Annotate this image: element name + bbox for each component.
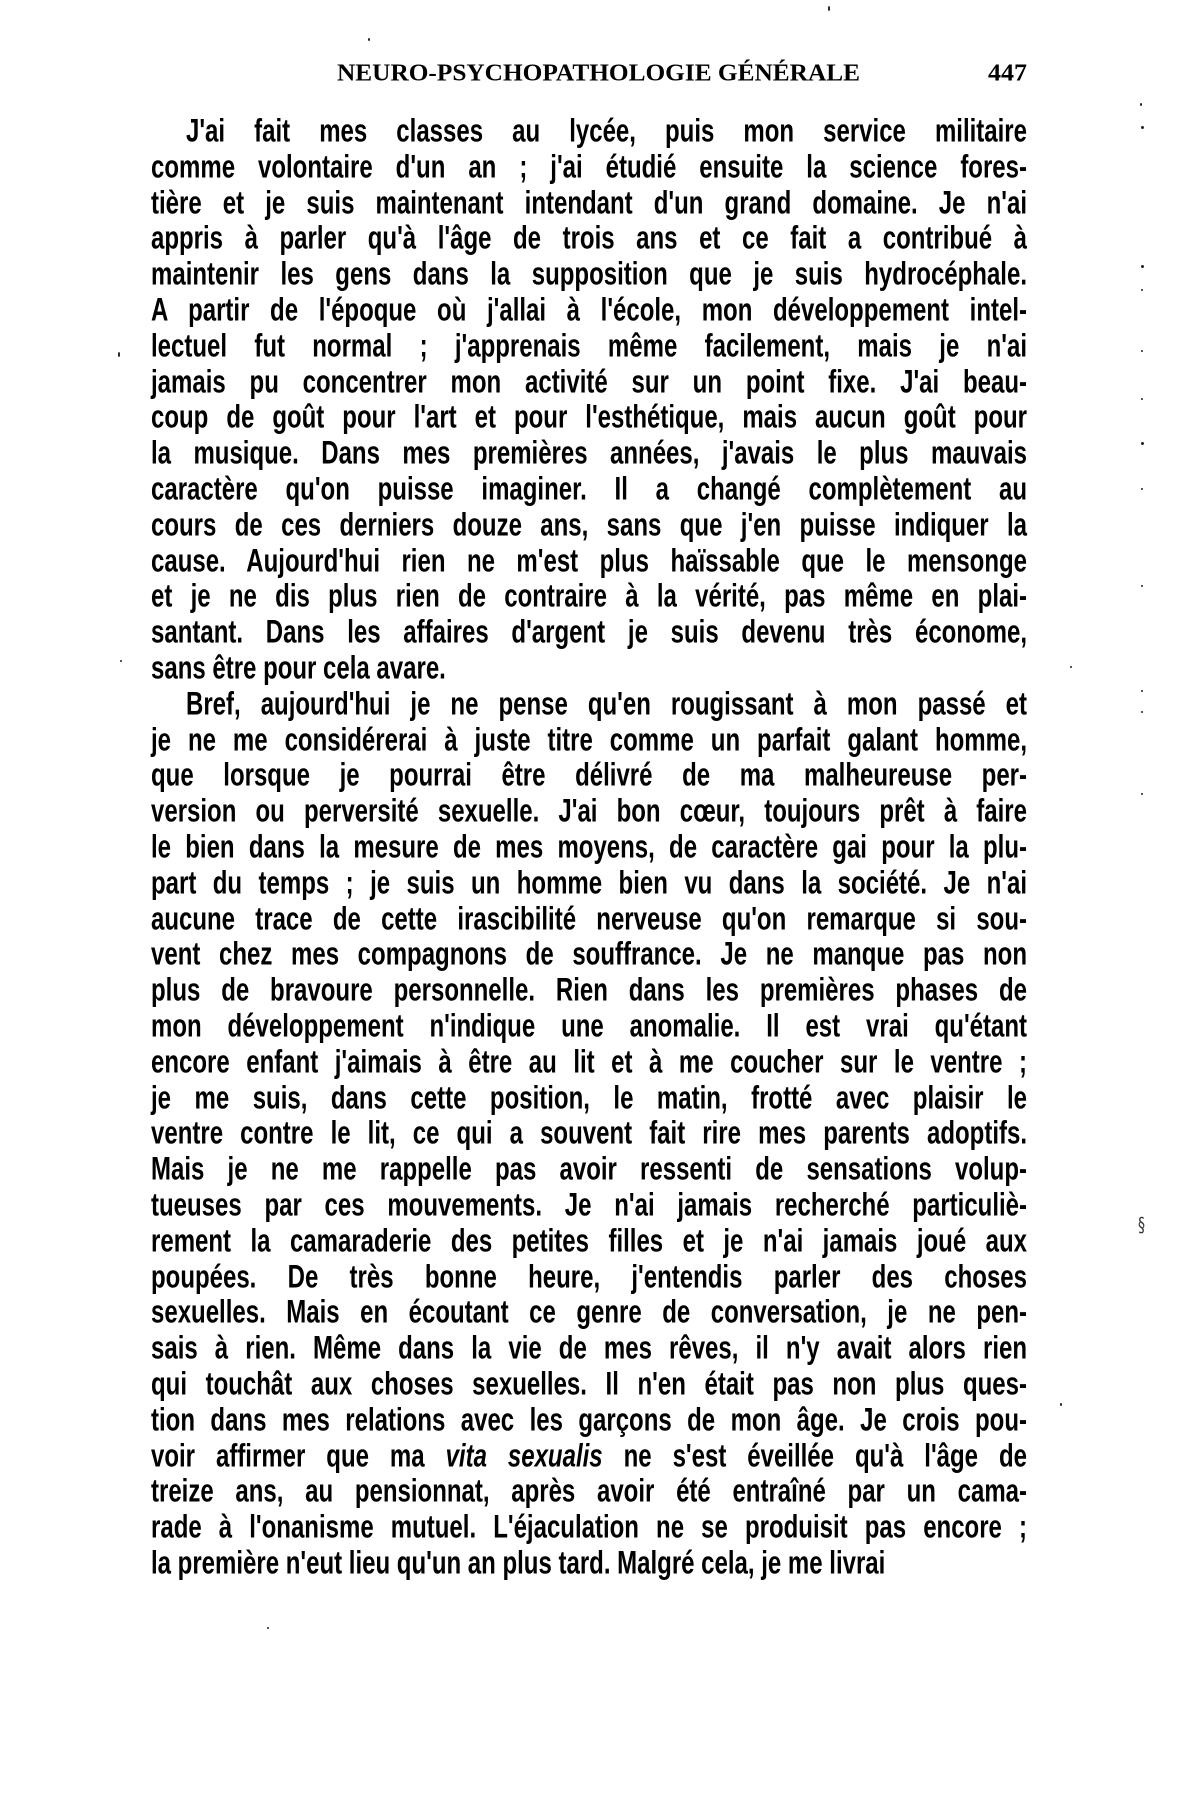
text-line: tion dans mes relations avec les garçons de mon âge. Je crois pou- <box>151 1401 1027 1439</box>
page-number: 447 <box>988 58 1027 87</box>
text-line: mon développement n'indique une anomalie. Il est vrai qu'étant <box>151 1008 1027 1045</box>
scan-speck <box>1141 265 1144 268</box>
scan-speck <box>1141 585 1143 587</box>
text-line: la première n'eut lieu qu'un an plus tard. Malgré cela, je me livrai <box>151 1545 886 1582</box>
scan-speck <box>118 352 120 357</box>
text-line: la musique. Dans mes premières années, j'avais le plus mauvais <box>151 435 1027 472</box>
text-line: je me suis, dans cette position, le matin, frotté avec plaisir le <box>151 1079 1027 1117</box>
margin-mark: § <box>1138 1214 1145 1238</box>
text-line: tière et je suis maintenant intendant d'un grand domaine. Je n'ai <box>151 184 1027 222</box>
text-line: plus de bravoure personnelle. Rien dans les premières phases de <box>151 972 1027 1009</box>
scan-speck <box>1141 126 1144 129</box>
text-line: jamais pu concentrer mon activité sur un point fixe. J'ai beau- <box>151 363 1027 401</box>
text-line: rade à l'onanisme mutuel. L'éjaculation ne se produisit pas encore ; <box>151 1509 1027 1546</box>
text-line: caractère qu'on puisse imaginer. Il a changé complètement au <box>151 471 1027 508</box>
text-line: ventre contre le lit, ce qui a souvent fait rire mes parents adoptifs. <box>151 1115 1027 1152</box>
text-line: Bref, aujourd'hui je ne pense qu'en rougissant à mon passé et <box>186 685 1027 723</box>
text-line: vent chez mes compagnons de souffrance. Je ne manque pas non <box>151 936 1027 973</box>
scan-speck <box>1141 690 1143 692</box>
text-line: santant. Dans les affaires d'argent je suis devenu très économe, <box>151 614 1027 651</box>
text-line: comme volontaire d'un an ; j'ai étudié ensuite la science fores- <box>151 148 1027 186</box>
running-head: NEURO-PSYCHOPATHOLOGIE GÉNÉRALE <box>337 58 860 87</box>
text-line: encore enfant j'aimais à être au lit et à me coucher sur le ventre ; <box>151 1043 1027 1081</box>
scan-speck <box>1141 398 1143 400</box>
text-line: rement la camaraderie des petites filles et je n'ai jamais joué aux <box>151 1222 1027 1260</box>
text-line: sans être pour cela avare. <box>151 650 446 687</box>
text-line: maintenir les gens dans la supposition que je suis hydrocéphale. <box>151 256 1027 293</box>
text-line: que lorsque je pourrai être délivré de ma malheureuse per- <box>151 757 1027 794</box>
text-line: J'ai fait mes classes au lycée, puis mon service militaire <box>186 113 1027 150</box>
text-segment: voir affirmer que ma <box>151 1437 446 1475</box>
text-line: poupées. De très bonne heure, j'entendis parler des choses <box>151 1258 1027 1296</box>
text-line: lectuel fut normal ; j'apprenais même facilement, mais je n'ai <box>151 327 1027 365</box>
text-line: cause. Aujourd'hui rien ne m'est plus haïssable que le mensonge <box>151 542 1027 580</box>
text-line: et je ne dis plus rien de contraire à la vérité, pas même en plai- <box>151 578 1027 615</box>
text-segment: ne s'est éveillée qu'à l'âge de <box>602 1437 1027 1475</box>
scan-speck <box>267 1627 269 1629</box>
italic-term: vita sexualis <box>445 1437 603 1475</box>
scan-speck <box>1141 793 1143 795</box>
text-line: sais à rien. Même dans la vie de mes rêves, il n'y avait alors rien <box>151 1330 1027 1367</box>
text-line: Mais je ne me rappelle pas avoir ressenti de sensations volup- <box>151 1151 1027 1188</box>
text-line: tueuses par ces mouvements. Je n'ai jamais recherché particuliè- <box>151 1187 1027 1224</box>
scan-speck <box>1141 711 1143 713</box>
text-line: qui touchât aux choses sexuelles. Il n'en était pas non plus ques- <box>151 1366 1027 1403</box>
scan-speck <box>1070 666 1072 668</box>
scan-speck <box>1140 103 1142 106</box>
scan-speck <box>1141 442 1144 445</box>
scan-speck <box>368 38 370 41</box>
text-line: cours de ces derniers douze ans, sans que j'en puisse indiquer la <box>151 506 1027 544</box>
scan-speck <box>1141 488 1143 490</box>
scan-speck <box>1141 289 1143 291</box>
scan-speck <box>1141 350 1143 352</box>
text-line: part du temps ; je suis un homme bien vu dans la société. Je n'ai <box>151 864 1027 902</box>
text-line: A partir de l'époque où j'allai à l'école, mon développement intel- <box>151 292 1027 329</box>
text-line: coup de goût pour l'art et pour l'esthétique, mais aucun goût pour <box>151 399 1027 436</box>
text-line: aucune trace de cette irascibilité nerveuse qu'on remarque si sou- <box>151 900 1027 938</box>
text-line: version ou perversité sexuelle. J'ai bon cœur, toujours prêt à faire <box>151 793 1027 830</box>
scan-speck <box>120 660 122 662</box>
text-line: appris à parler qu'à l'âge de trois ans et ce fait a contribué à <box>151 220 1027 257</box>
scan-speck <box>828 6 830 11</box>
scan-speck <box>1060 1403 1062 1406</box>
text-line: sexuelles. Mais en écoutant ce genre de conversation, je ne pen- <box>151 1294 1027 1331</box>
text-line: je ne me considérerai à juste titre comme un parfait galant homme, <box>151 721 1027 759</box>
text-line: treize ans, au pensionnat, après avoir été entraîné par un cama- <box>151 1473 1027 1510</box>
text-line: le bien dans la mesure de mes moyens, de caractère gai pour la plu- <box>151 829 1027 866</box>
